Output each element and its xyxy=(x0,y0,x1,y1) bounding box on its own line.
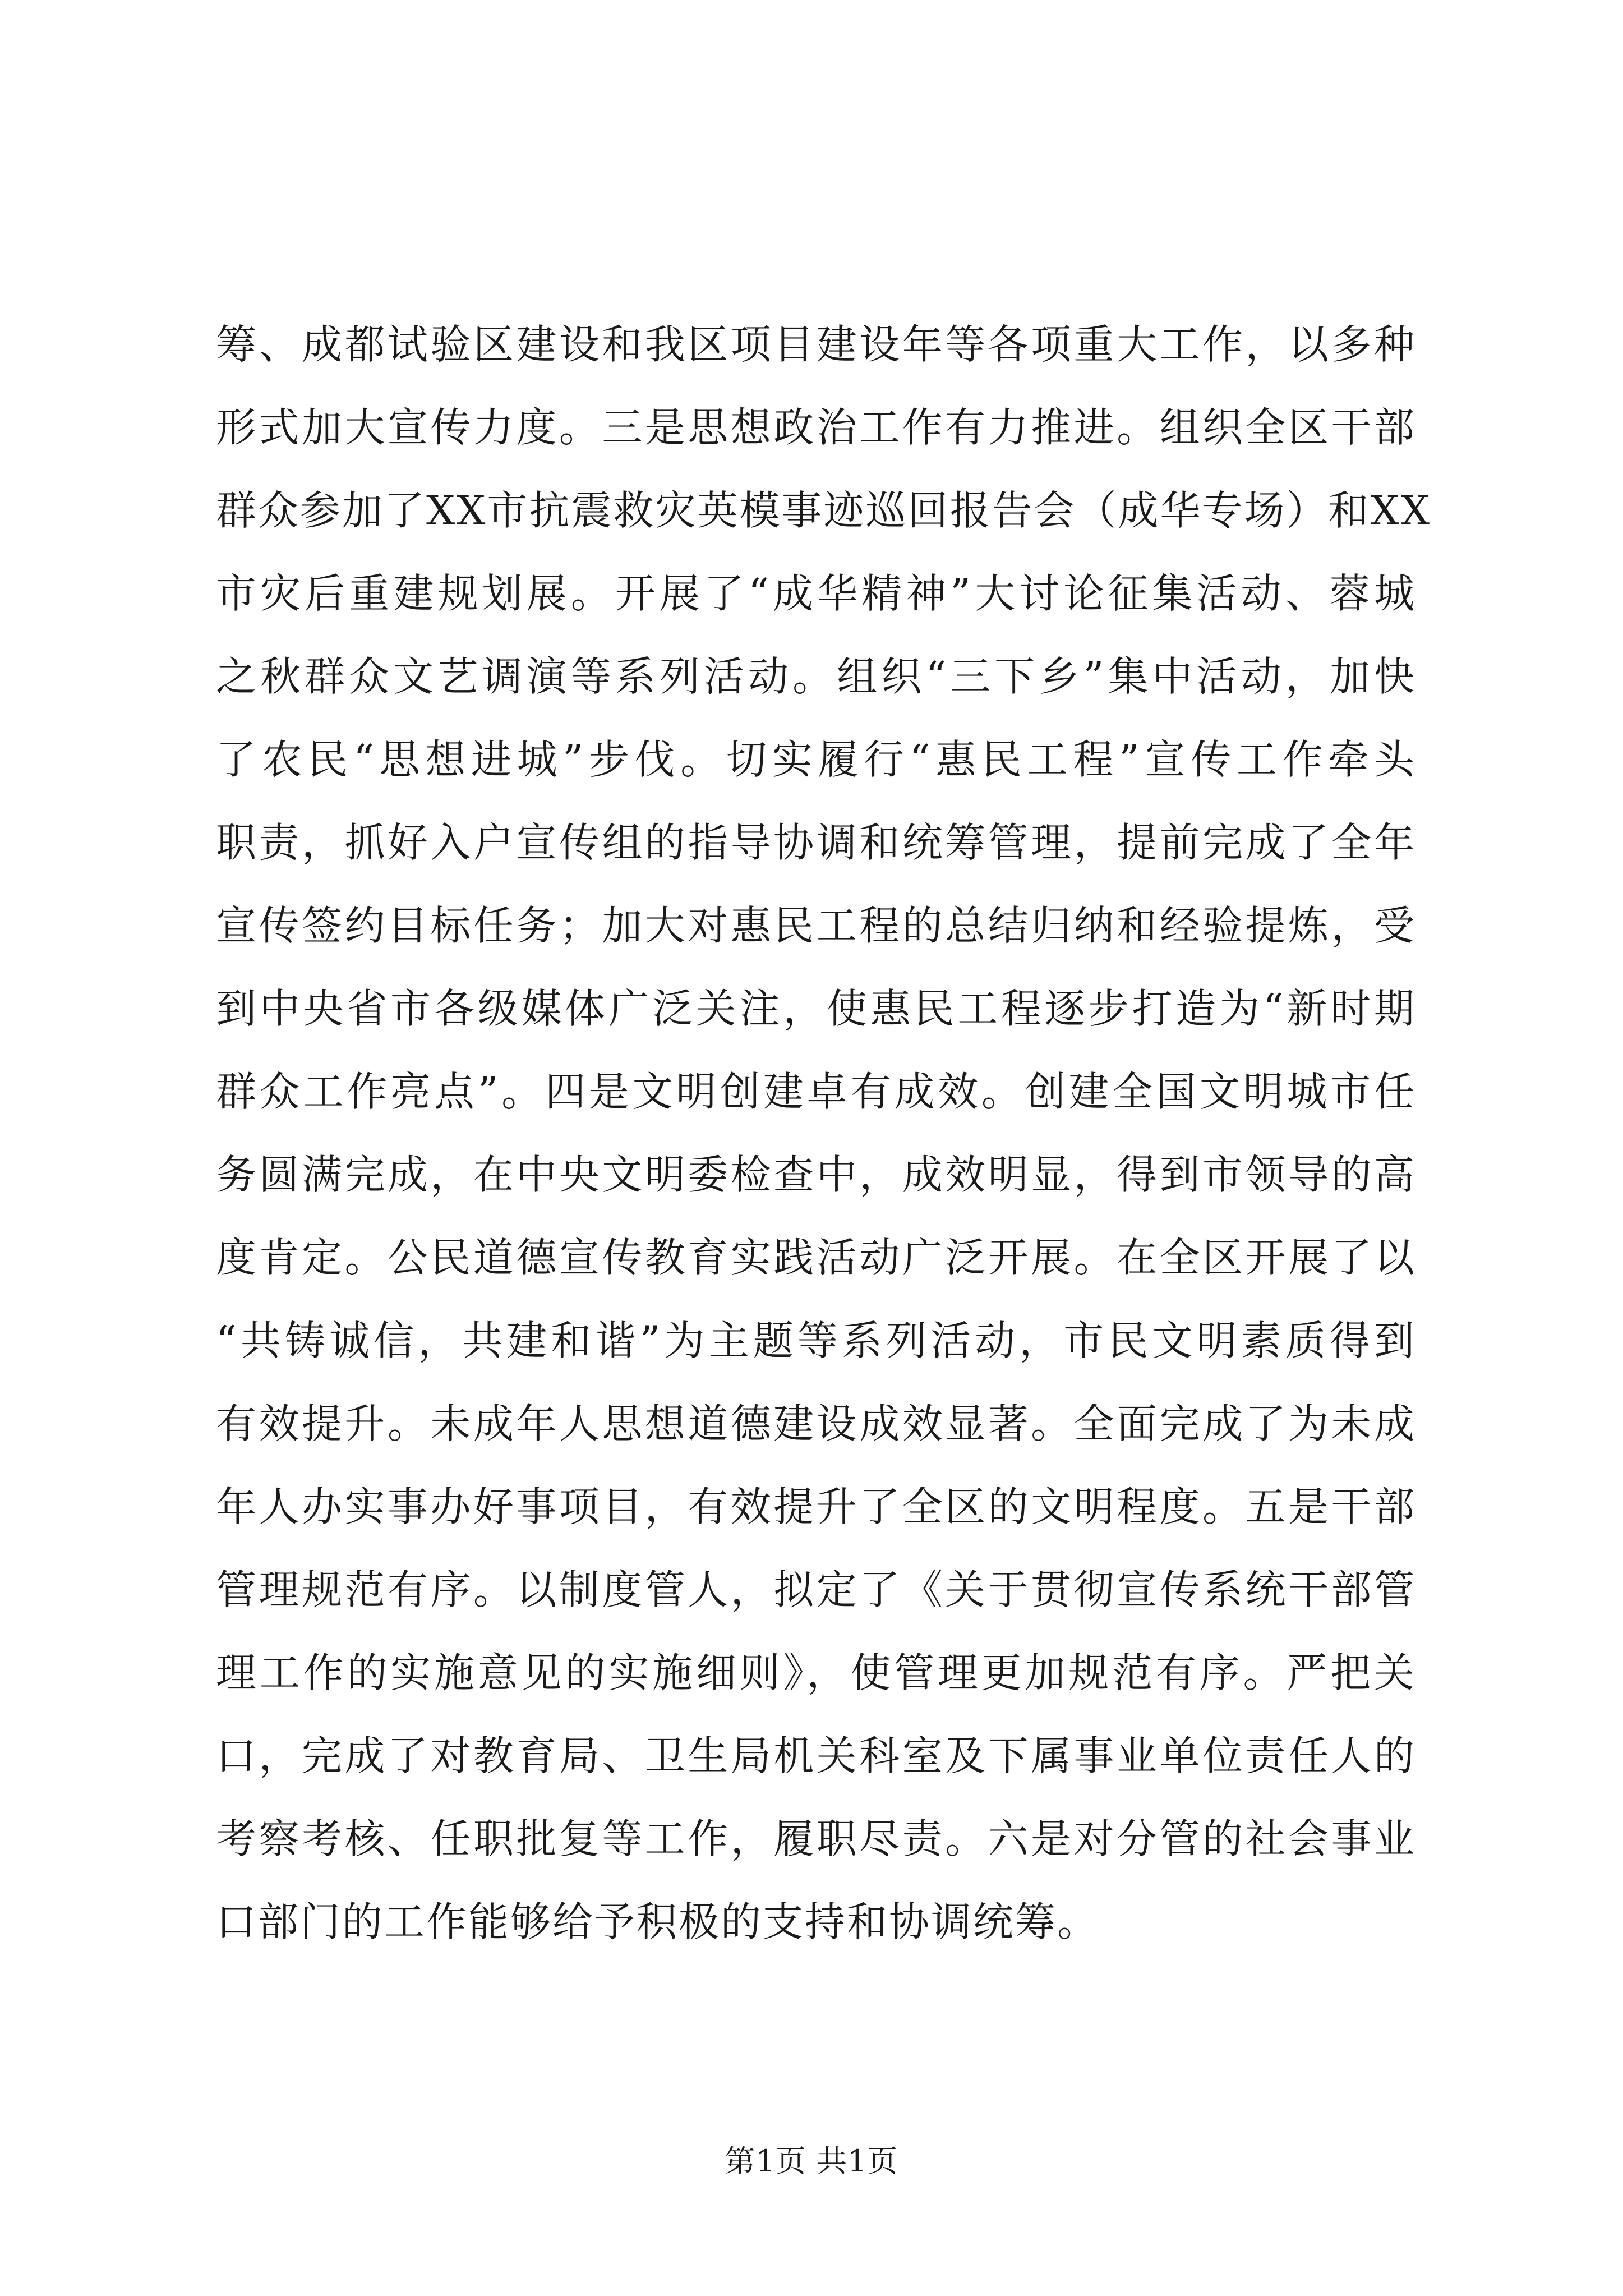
text-line: 了农民“思想进城”步伐。切实履行“惠民工程”宣传工作牵头 xyxy=(216,736,1416,783)
text-line: 宣传签约目标任务；加大对惠民工程的总结归纳和经验提炼，受 xyxy=(216,902,1416,949)
text-line: 有效提升。未成年人思想道德建设成效显著。全面完成了为未成 xyxy=(216,1400,1416,1447)
text-line: 群众工作亮点”。四是文明创建卓有成效。创建全国文明城市任 xyxy=(216,1068,1416,1115)
text-line: 理工作的实施意见的实施细则》，使管理更加规范有序。严把关 xyxy=(216,1649,1416,1696)
text-line: 职责，抓好入户宣传组的指导协调和统筹管理，提前完成了全年 xyxy=(216,819,1416,866)
text-line: 形式加大宣传力度。三是思想政治工作有力推进。组织全区干部 xyxy=(216,404,1416,451)
text-line: 群众参加了XX市抗震救灾英模事迹巡回报告会（成华专场）和XX xyxy=(216,487,1432,534)
body-paragraph xyxy=(216,303,1432,1963)
text-line: 年人办实事办好事项目，有效提升了全区的文明程度。五是干部 xyxy=(216,1483,1416,1530)
text-line: 之秋群众文艺调演等系列活动。组织“三下乡”集中活动，加快 xyxy=(216,653,1416,700)
page-number-footer: 第1页 共1页 xyxy=(725,2143,898,2179)
text-line: 市灾后重建规划展。开展了“成华精神”大讨论征集活动、蓉城 xyxy=(216,570,1416,617)
text-line: 考察考核、任职批复等工作，履职尽责。六是对分管的社会事业 xyxy=(216,1815,1416,1862)
text-line: “共铸诚信，共建和谐”为主题等系列活动，市民文明素质得到 xyxy=(216,1317,1416,1364)
text-line: 务圆满完成，在中央文明委检查中，成效明显，得到市领导的高 xyxy=(216,1151,1416,1198)
text-line-last: 口部门的工作能够给予积极的支持和协调统筹。 xyxy=(216,1898,1100,1945)
text-line: 筹、成都试验区建设和我区项目建设年等各项重大工作，以多种 xyxy=(216,321,1416,368)
text-line: 度肯定。公民道德宣传教育实践活动广泛开展。在全区开展了以 xyxy=(216,1234,1416,1281)
text-line: 管理规范有序。以制度管人，拟定了《关于贯彻宣传系统干部管 xyxy=(216,1566,1416,1613)
text-line: 到中央省市各级媒体广泛关注，使惠民工程逐步打造为“新时期 xyxy=(216,985,1416,1032)
text-line: 口，完成了对教育局、卫生局机关科室及下属事业单位责任人的 xyxy=(216,1732,1416,1779)
